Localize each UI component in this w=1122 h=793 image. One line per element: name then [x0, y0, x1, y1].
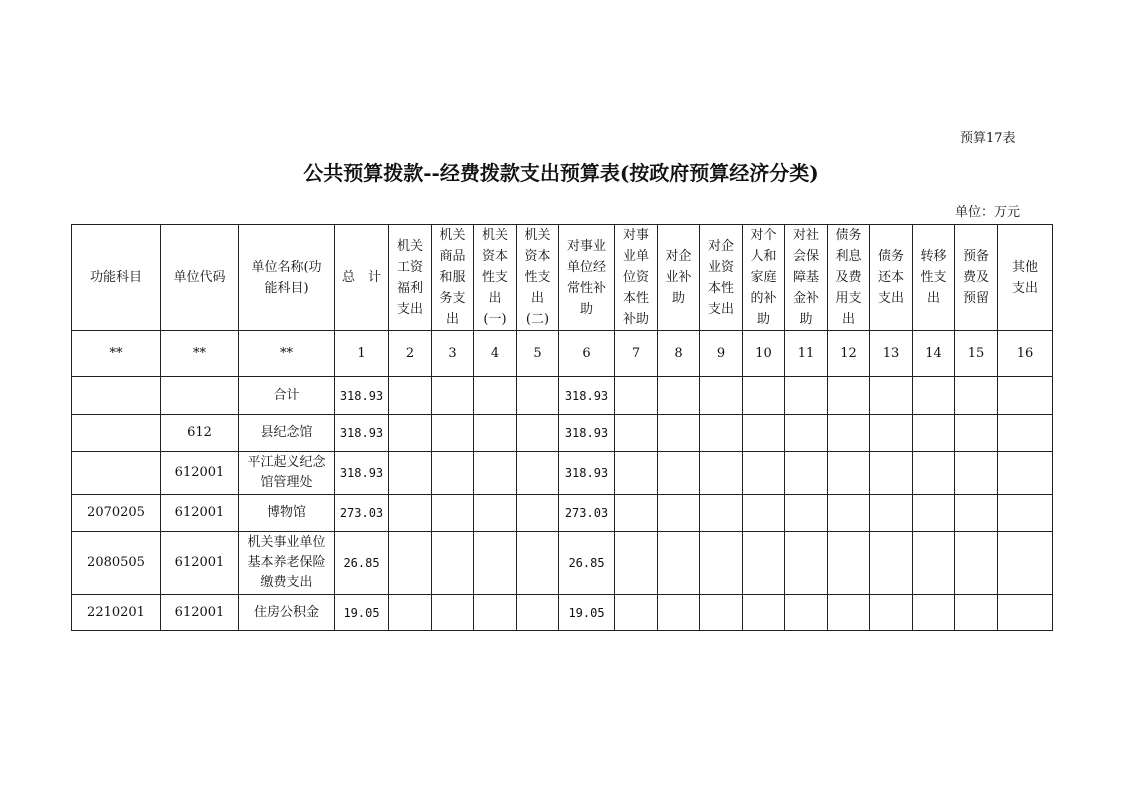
table-row: [72, 452, 1053, 495]
header-col-10: 对个人和家庭的补助: [743, 225, 785, 331]
table-row: [72, 595, 1053, 631]
index-cell: 8: [658, 331, 700, 377]
index-cell: 9: [700, 331, 743, 377]
index-cell: **: [239, 331, 335, 377]
header-col-16: 其他支出: [998, 225, 1053, 331]
func-subject-cell: [72, 415, 161, 452]
header-col-8: 对企业补助: [658, 225, 700, 331]
unit-note: 单位：万元: [955, 205, 1021, 220]
header-col-7: 对事业单位资本性补助: [615, 225, 658, 331]
document-title: 公共预算拨款--经费拨款支出预算表(按政府预算经济分类): [303, 161, 819, 185]
header-col-4: 机关资本性支出(一): [474, 225, 517, 331]
func-subject-cell: [72, 377, 161, 415]
header-col-11: 对社会保障基金补助: [785, 225, 828, 331]
func-subject-cell: 2080505: [72, 532, 161, 595]
unit-name-cell: 机关事业单位基本养老保险缴费支出: [239, 532, 335, 595]
header-unit-code: 单位代码: [161, 225, 239, 331]
index-cell: 1: [335, 331, 389, 377]
unit-name-cell: 平江起义纪念馆管理处: [239, 452, 335, 495]
header-col-5: 机关资本性支出(二): [517, 225, 559, 331]
unit-code-cell: 612001: [161, 532, 239, 595]
func-subject-cell: [72, 452, 161, 495]
unit-name-cell: 住房公积金: [239, 595, 335, 631]
header-total: 总 计: [335, 225, 389, 331]
index-cell: 6: [559, 331, 615, 377]
index-cell: 7: [615, 331, 658, 377]
public-institution-subsidy-cell: 318.93: [559, 377, 615, 415]
header-unit-name: 单位名称(功能科目): [239, 225, 335, 331]
unit-code-cell: 612: [161, 415, 239, 452]
total-cell: 19.05: [335, 595, 389, 631]
header-col-15: 预备费及预留: [955, 225, 998, 331]
header-col-12: 债务利息及费用支出: [828, 225, 870, 331]
unit-name-cell: 县纪念馆: [239, 415, 335, 452]
index-cell: 3: [432, 331, 474, 377]
unit-code-cell: [161, 377, 239, 415]
index-cell: 16: [998, 331, 1053, 377]
index-row: [72, 331, 1053, 377]
index-cell: 15: [955, 331, 998, 377]
index-cell: **: [72, 331, 161, 377]
unit-code-cell: 612001: [161, 495, 239, 532]
func-subject-cell: 2070205: [72, 495, 161, 532]
header-func-subject: 功能科目: [72, 225, 161, 331]
budget-table: [71, 224, 1053, 631]
header-col-9: 对企业资本性支出: [700, 225, 743, 331]
total-cell: 318.93: [335, 377, 389, 415]
index-cell: 12: [828, 331, 870, 377]
header-col-2: 机关工资福利支出: [389, 225, 432, 331]
index-cell: 2: [389, 331, 432, 377]
index-cell: **: [161, 331, 239, 377]
public-institution-subsidy-cell: 19.05: [559, 595, 615, 631]
header-col-13: 债务还本支出: [870, 225, 913, 331]
total-cell: 318.93: [335, 452, 389, 495]
total-cell: 318.93: [335, 415, 389, 452]
header-col-6: 对事业单位经常性补助: [559, 225, 615, 331]
index-cell: 5: [517, 331, 559, 377]
table-row: [72, 415, 1053, 452]
header-row: [72, 225, 1053, 331]
index-cell: 10: [743, 331, 785, 377]
public-institution-subsidy-cell: 273.03: [559, 495, 615, 532]
func-subject-cell: 2210201: [72, 595, 161, 631]
table-number: 预算17表: [960, 131, 1016, 146]
unit-name-cell: 博物馆: [239, 495, 335, 532]
header-col-3: 机关商品和服务支出: [432, 225, 474, 331]
index-cell: 4: [474, 331, 517, 377]
index-cell: 14: [913, 331, 955, 377]
unit-code-cell: 612001: [161, 452, 239, 495]
table-row: [72, 377, 1053, 415]
public-institution-subsidy-cell: 26.85: [559, 532, 615, 595]
total-cell: 26.85: [335, 532, 389, 595]
header-col-14: 转移性支出: [913, 225, 955, 331]
table-row: [72, 495, 1053, 532]
public-institution-subsidy-cell: 318.93: [559, 452, 615, 495]
unit-name-cell: 合计: [239, 377, 335, 415]
public-institution-subsidy-cell: 318.93: [559, 415, 615, 452]
table-row: [72, 532, 1053, 595]
unit-code-cell: 612001: [161, 595, 239, 631]
total-cell: 273.03: [335, 495, 389, 532]
index-cell: 11: [785, 331, 828, 377]
index-cell: 13: [870, 331, 913, 377]
